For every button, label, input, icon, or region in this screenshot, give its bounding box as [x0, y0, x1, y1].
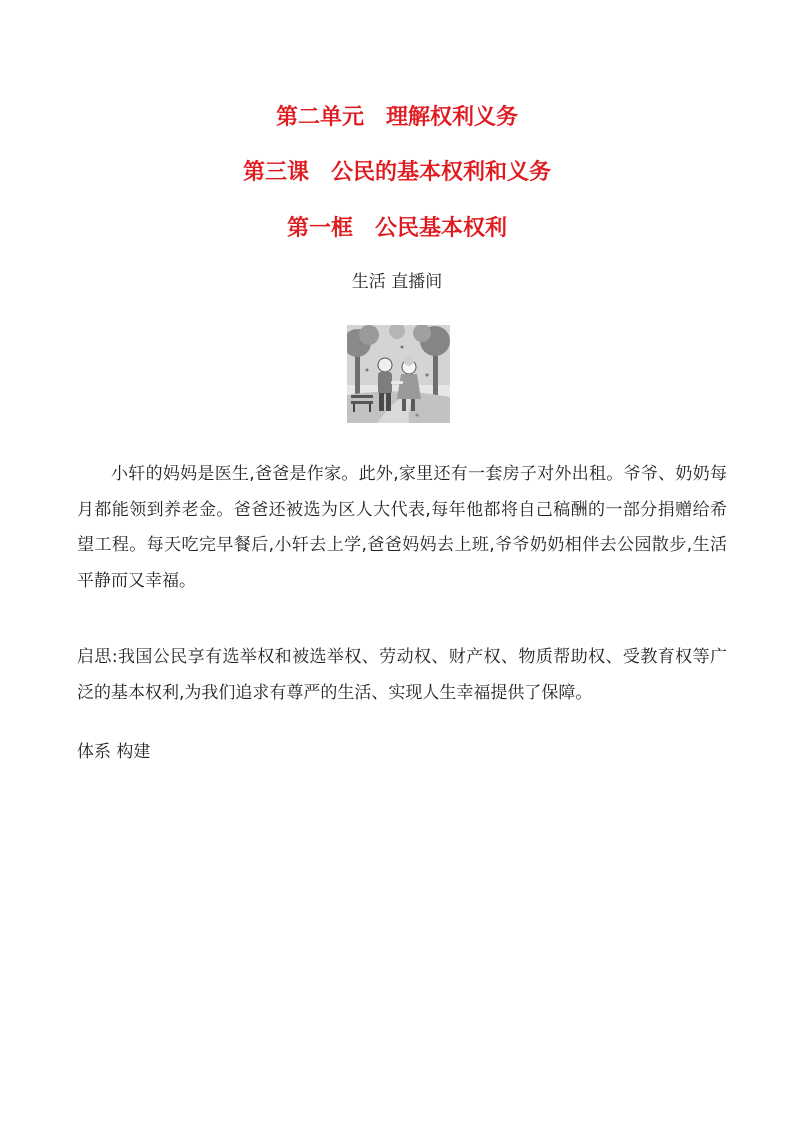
- lesson-title: 第三课 公民的基本权利和义务: [242, 160, 551, 185]
- section-system-build: 体系 构建: [77, 742, 151, 762]
- insight-paragraph: 启思:我国公民享有选举权和被选举权、劳动权、财产权、物质帮助权、受教育权等广泛的基本权利,为我们追求有尊严的生活、实现人生幸福提供了保障。: [77, 647, 727, 703]
- frame-title: 第一框 公民基本权利: [286, 216, 507, 241]
- section-live-room: 生活 直播间: [351, 272, 443, 292]
- story-paragraph: 小轩的妈妈是医生,爸爸是作家。此外,家里还有一套房子对外出租。爷爷、奶奶每月都能领到养老金。爸爸还被选为区人大代表,每年他都将自己稿酬的一部分捐赠给希望工程。每天吃完早餐后,小轩去上学,爸爸妈妈去上班,爷爷奶奶相伴去公园散步,生活平静而又幸福。: [77, 464, 727, 591]
- unit-title: 第二单元 理解权利义务: [275, 105, 518, 130]
- elderly-couple-walking-in-park-icon: [347, 325, 450, 423]
